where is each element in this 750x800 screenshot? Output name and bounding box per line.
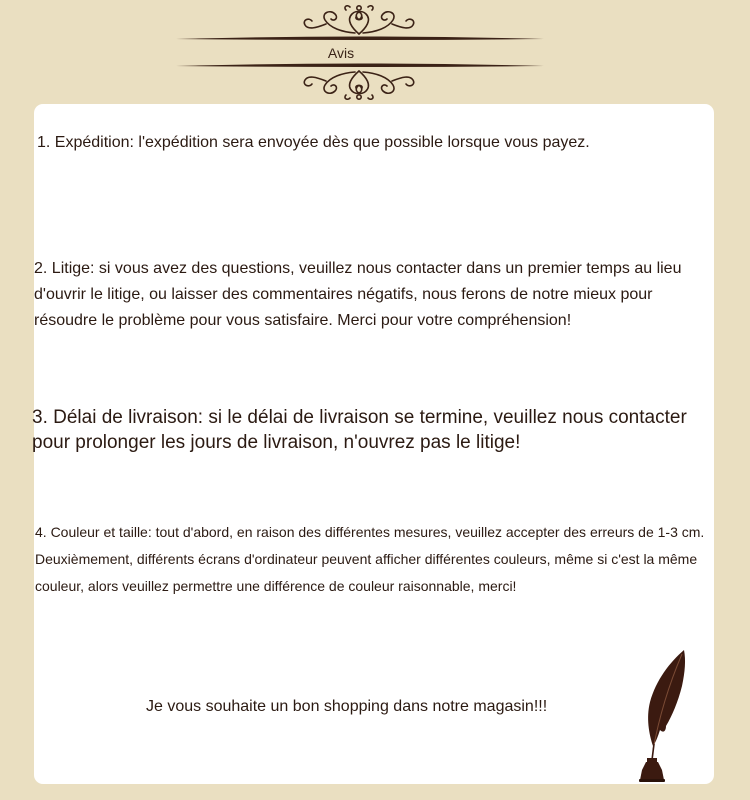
notice-color-size: 4. Couleur et taille: tout d'abord, en raison des différentes mesures, veuillez accepter des erreurs de 1-3 cm. Deuxièmement, différents écrans d'ordinateur peuvent afficher différentes couleurs, même si c'est la même couleur, alors veuillez permettre une différence de couleur raisonnable, merci! — [35, 524, 705, 594]
notice-dispute: 2. Litige: si vous avez des questions, veuillez nous contacter dans un premier temps au lieu d'ouvrir le litige, ou laisser des commentaires négatifs, nous ferons de notre mieux pour résoudre le problème pour vous satisfaire. Merci pour votre compréhension! — [34, 260, 682, 329]
closing-message: Je vous souhaite un bon shopping dans notre magasin!!! — [146, 698, 548, 715]
page-title: Avis — [327, 45, 355, 61]
notice-shipping: 1. Expédition: l'expédition sera envoyée dès que possible lorsque vous payez. — [37, 134, 590, 151]
header-banner — [0, 0, 750, 104]
notice-delivery-time: 3. Délai de livraison: si le délai de livraison se termine, veuillez nous contacter pour prolonger les jours de livraison, n'ouvrez pas le litige! — [32, 407, 687, 453]
quill-inkwell-icon — [634, 646, 694, 786]
